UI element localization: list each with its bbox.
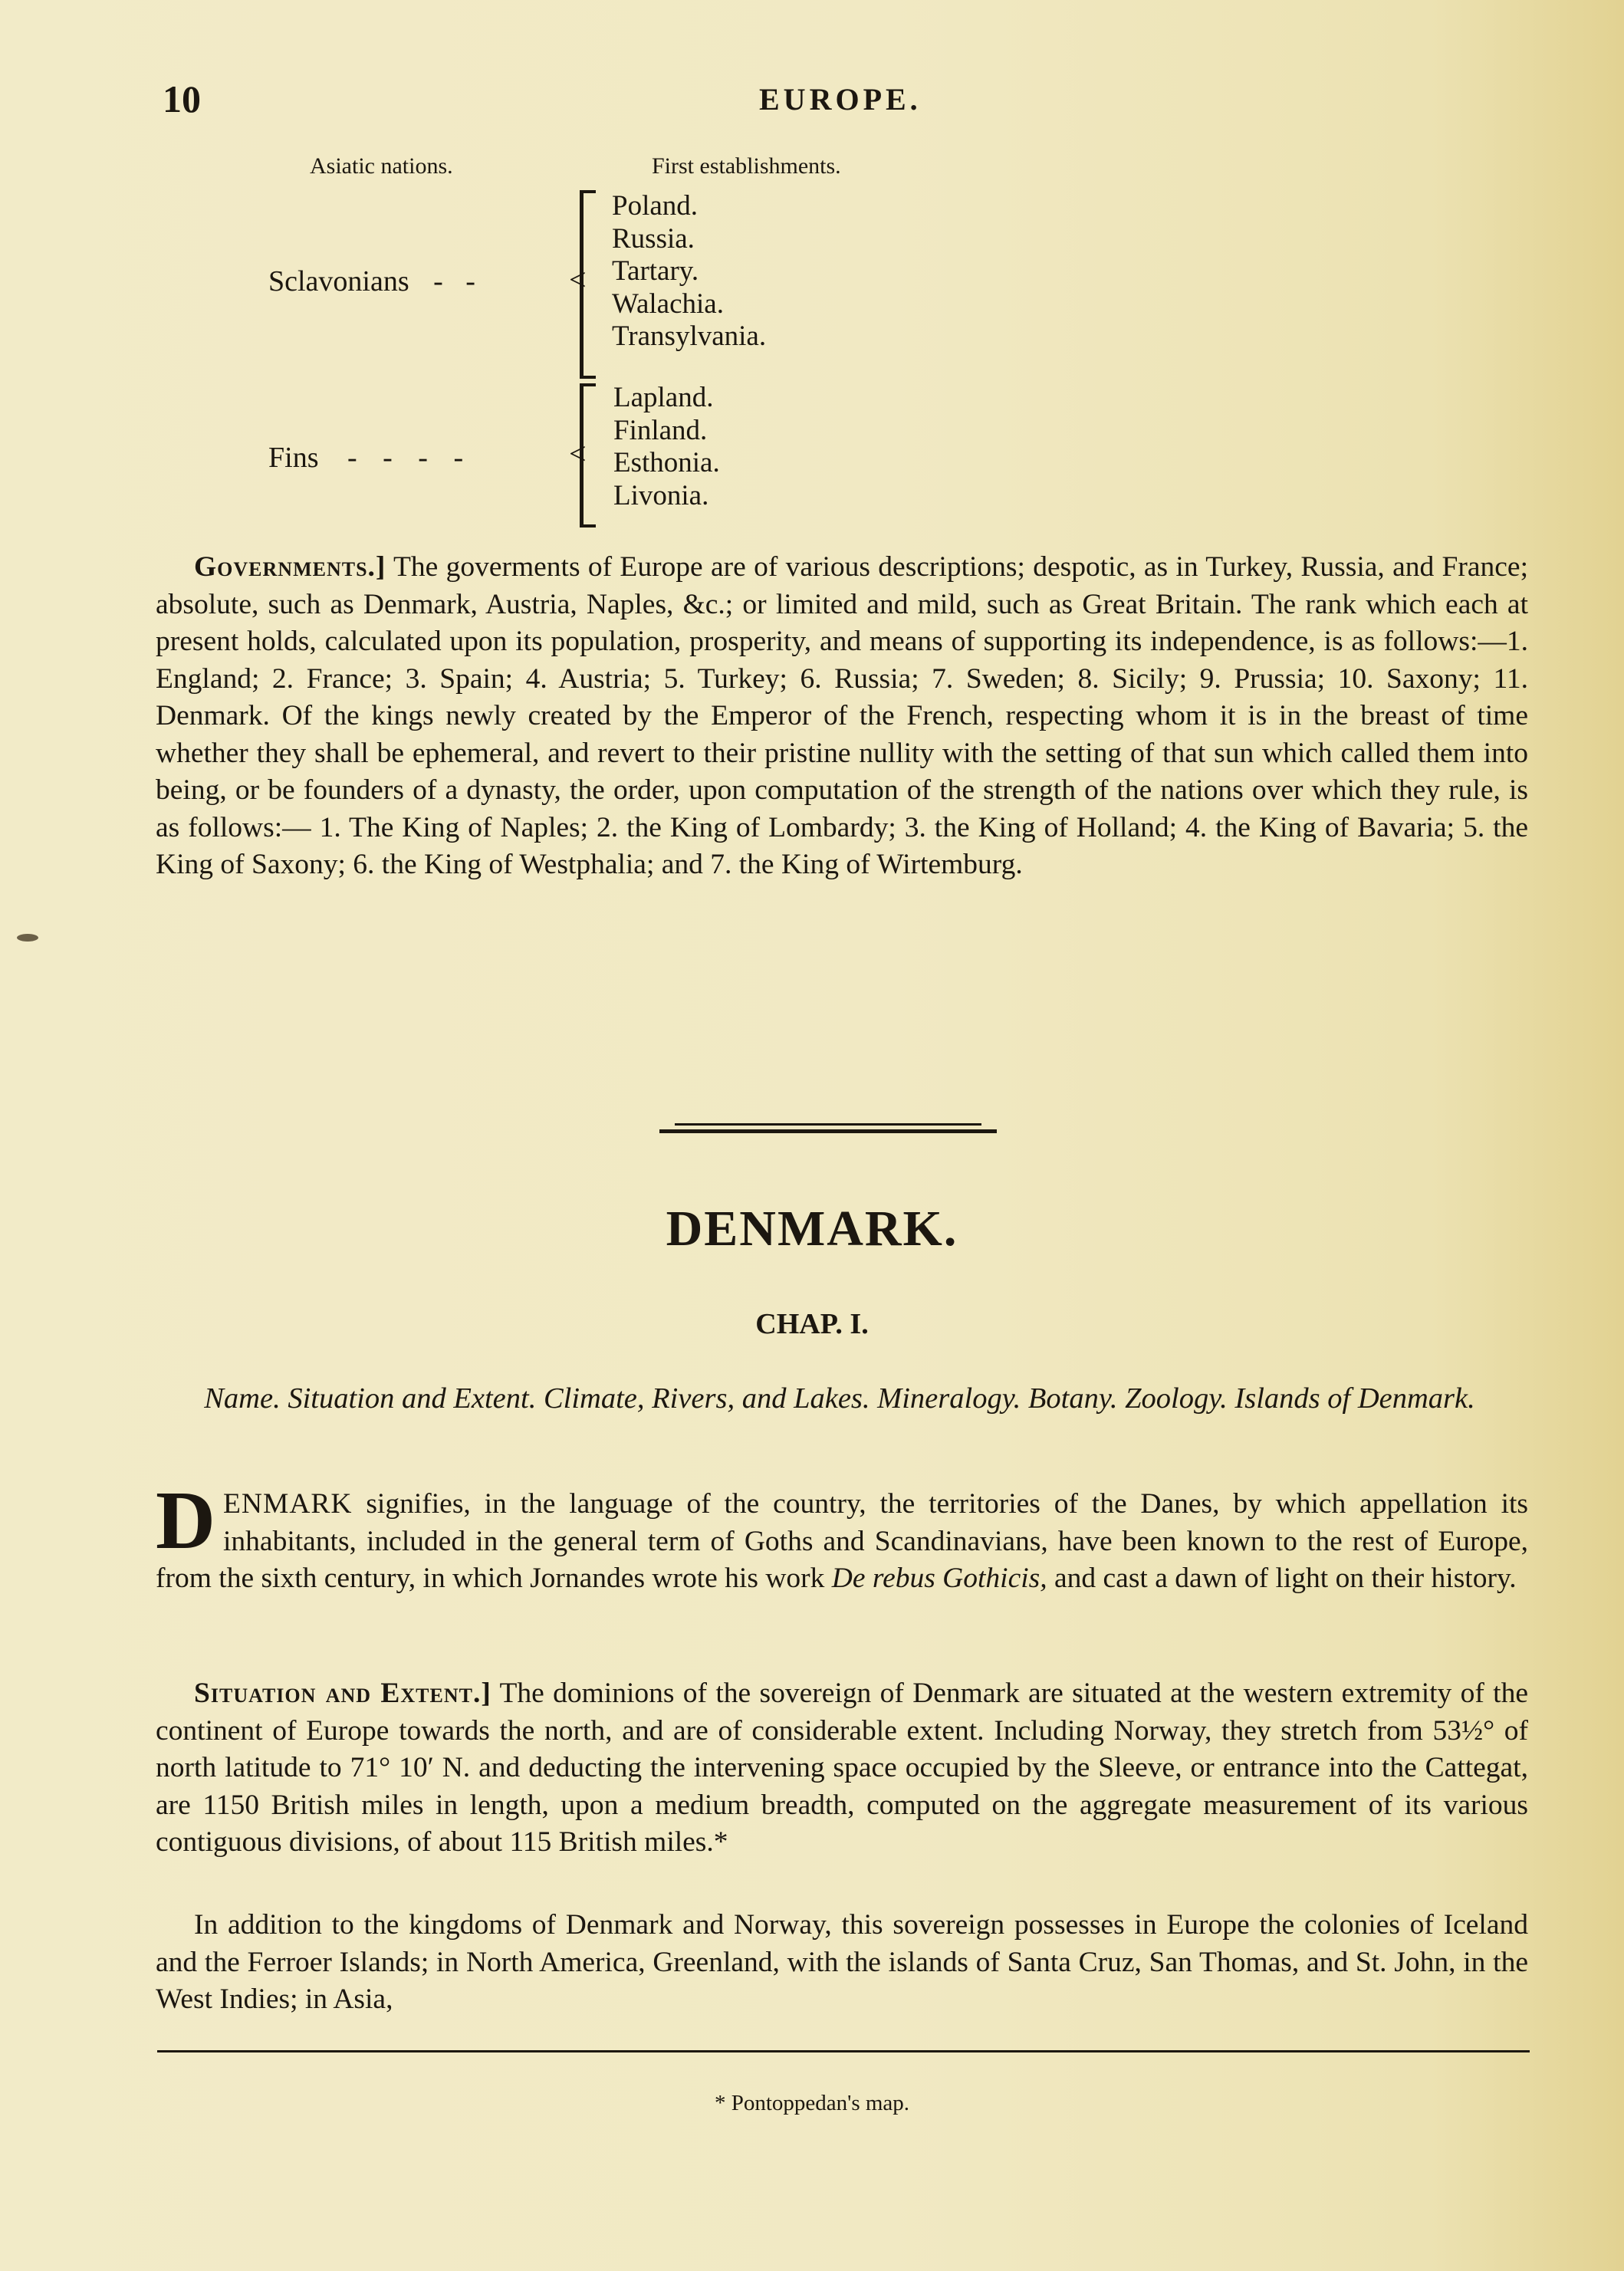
page-number: 10 — [163, 77, 201, 120]
intro-text-end: and cast a dawn of light on their history. — [1047, 1563, 1517, 1594]
section-label-situation: Situation and Extent.] — [194, 1678, 491, 1709]
footnote-rule — [157, 2050, 1530, 2052]
situation-text: The dominions of the sovereign of Denmark are situated at the western extremity of the continent of Europe towards the north, and are of considerable extent. Including Norway, they stretch from 53½° of north latitude to 71° 10′ N. and deducting the intervening space occupied by the Sleeve, or entrance into the Cattegat, are 1150 British miles in length, upon a medium breadth, computed on the aggregate measurement of its various contiguous divisions, of about 115 British miles.* — [156, 1678, 1528, 1858]
establishments-sclavonians — [612, 190, 766, 353]
nation-name: Sclavonians — [268, 265, 409, 297]
nation-name: Fins — [268, 442, 319, 474]
addition-paragraph — [156, 1907, 1528, 2019]
brace-tip: < — [569, 262, 587, 297]
establishment-item: Walachia. — [612, 288, 724, 320]
intro-text: signifies, in the language of the country, the territories of the Danes, by which appellation its inhabitants, included in the general term of Goths and Scandinavians, have been known to the rest of Europe, from the sixth century, in which Jornandes wrote his work — [156, 1488, 1528, 1594]
section-label-governments: Governments.] — [194, 551, 386, 583]
establishment-item: Poland. — [612, 190, 699, 222]
drop-cap: D — [156, 1475, 215, 1566]
ink-stain — [17, 934, 38, 942]
establishment-item: Livonia. — [613, 479, 709, 511]
section-title: DENMARK. — [666, 1201, 958, 1257]
footnote: * Pontoppedan's map. — [714, 2091, 910, 2115]
establishment-item: Lapland. — [613, 382, 714, 413]
nation-sclavonians — [268, 265, 483, 298]
intro-paragraph — [156, 1475, 1528, 1598]
establishment-item: Tartary. — [612, 255, 699, 287]
establishment-item: Esthonia. — [613, 447, 720, 478]
section-divider-bottom — [659, 1129, 997, 1133]
leader-dashes: - - - - — [347, 442, 473, 474]
governments-paragraph — [156, 549, 1528, 884]
establishment-item: Finland. — [613, 414, 708, 446]
chapter-contents: Name. Situation and Extent. Climate, Rivers, and Lakes. Mineralogy. Botany. Zoology. Islands of Denmark. — [204, 1382, 1475, 1415]
establishments-fins — [613, 382, 720, 512]
section-divider-top — [675, 1123, 981, 1126]
addition-text: In addition to the kingdoms of Denmark and Norway, this sovereign possesses in Europe the colonies of Iceland and the Ferroer Islands; in North America, Greenland, with the islands of Santa Cruz, San Thomas, and St. John, in the West Indies; in Asia, — [156, 1909, 1528, 2015]
work-title: De rebus Gothicis, — [831, 1563, 1047, 1594]
running-title: EUROPE. — [759, 82, 922, 117]
establishment-item: Transylvania. — [612, 320, 767, 352]
situation-paragraph — [156, 1675, 1528, 1862]
chapter-heading: CHAP. I. — [755, 1308, 869, 1340]
column-heading-first-establishments: First establishments. — [652, 153, 841, 179]
establishment-item: Russia. — [612, 222, 695, 255]
column-heading-asiatic-nations: Asiatic nations. — [310, 153, 453, 179]
brace-tip: < — [569, 436, 587, 471]
governments-text: The goverments of Europe are of various descriptions; despotic, as in Turkey, Russia, and France; absolute, such as Denmark, Austria, Naples, &c.; or limited and mild, such as Great Britain. The rank which each at present holds, calculated upon its population, prosperity, and means of supporting its independence, is as follows:—1. England; 2. France; 3. Spain; 4. Austria; 5. Turkey; 6. Russia; 7. Sweden; 8. Sicily; 9. Prussia; 10. Saxony; 11. Denmark. Of the kings newly created by the Emperor of the French, respecting whom it is in the breast of time whether they shall be ephemeral, and revert to their pristine nullity with the setting of that sun which called them into being, or be founders of a dynasty, the order, upon computation of the strength of the nations over which they rule, is as follows:— 1. The King of Naples; 2. the King of Lombardy; 3. the King of Holland; 4. the King of Bavaria; 5. the King of Saxony; 6. the King of Westphalia; and 7. the King of Wirtemburg. — [156, 551, 1528, 880]
nation-fins — [268, 441, 472, 475]
intro-lead-word: ENMARK — [223, 1488, 353, 1520]
leader-dashes: - - — [433, 265, 483, 297]
